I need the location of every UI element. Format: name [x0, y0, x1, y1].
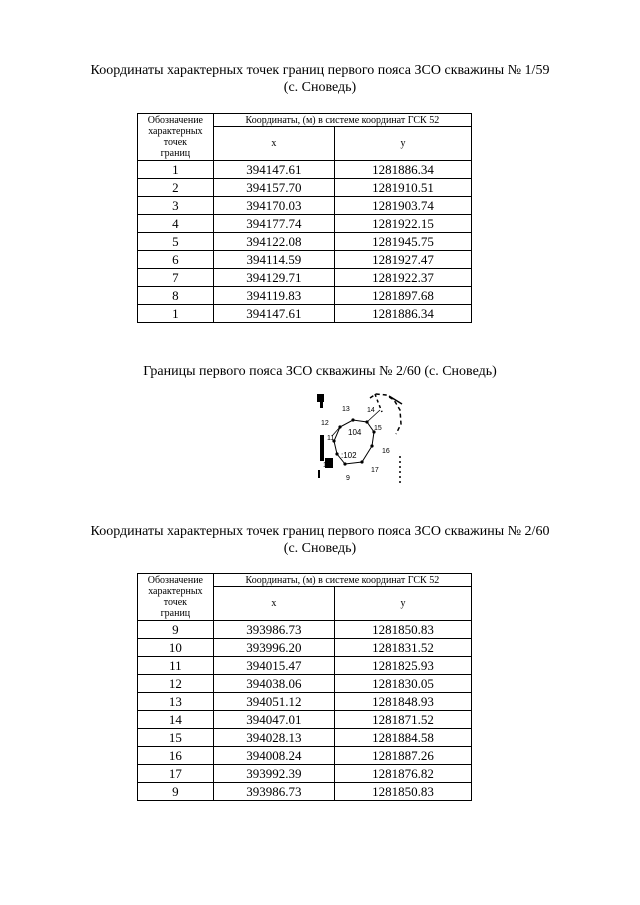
- table-row: [138, 783, 472, 801]
- designation-header-line: Обозначение: [147, 115, 203, 126]
- y-cell: 1281927.47: [334, 251, 471, 269]
- table-row: [138, 215, 472, 233]
- coordinates-table-1: [137, 113, 472, 323]
- point-cell: 9: [138, 783, 214, 801]
- point-cell: 16: [138, 747, 214, 765]
- table-row: [138, 179, 472, 197]
- designation-header: [138, 114, 214, 161]
- table-row: [138, 251, 472, 269]
- designation-header-line: характерных: [148, 126, 203, 137]
- section1-title: [0, 62, 640, 96]
- table-row: [138, 693, 472, 711]
- map-section-title: Границы первого пояса ЗСО скважины № 2/60 (с. Сноведь): [143, 364, 497, 379]
- map-label: 10: [323, 462, 331, 469]
- map-label: 16: [382, 448, 390, 455]
- x-cell: 393992.39: [213, 765, 334, 783]
- table-row: [138, 711, 472, 729]
- y-cell: 1281922.15: [334, 215, 471, 233]
- y-header: y: [334, 127, 471, 161]
- point-cell: 2: [138, 179, 214, 197]
- map-label: 13: [342, 406, 350, 413]
- table-row: [138, 269, 472, 287]
- map-labels: [321, 406, 390, 482]
- point-cell: 12: [138, 675, 214, 693]
- map-label: 12: [321, 420, 329, 427]
- boundary-map: [312, 390, 412, 490]
- designation-header-line: точек: [163, 137, 188, 148]
- map-label: 15: [374, 425, 382, 432]
- x-cell: 394129.71: [213, 269, 334, 287]
- coords-caption-header: Координаты, (м) в системе координат ГСК 52: [213, 114, 471, 127]
- point-cell: 13: [138, 693, 214, 711]
- designation-header-line: границ: [160, 608, 191, 619]
- y-cell: 1281897.68: [334, 287, 471, 305]
- y-cell: 1281871.52: [334, 711, 471, 729]
- table-row: [138, 197, 472, 215]
- x-cell: 393986.73: [213, 621, 334, 639]
- y-cell: 1281886.34: [334, 161, 471, 179]
- x-cell: 394119.83: [213, 287, 334, 305]
- table-row: [138, 657, 472, 675]
- designation-header: [138, 574, 214, 621]
- designation-header-line: Обозначение: [147, 575, 203, 586]
- point-cell: 9: [138, 621, 214, 639]
- y-cell: 1281830.05: [334, 675, 471, 693]
- section2-title-line2: (с. Сноведь): [283, 541, 357, 556]
- point-cell: 6: [138, 251, 214, 269]
- point-cell: 8: [138, 287, 214, 305]
- map-label: 104: [348, 428, 362, 437]
- x-cell: 394147.61: [213, 305, 334, 323]
- section2-title-line1: Координаты характерных точек границ первого пояса ЗСО скважины № 2/60: [90, 524, 550, 539]
- table-row: [138, 305, 472, 323]
- x-cell: 393996.20: [213, 639, 334, 657]
- table-1-body: [138, 161, 472, 323]
- table-row: [138, 729, 472, 747]
- table-row: [138, 287, 472, 305]
- point-cell: 5: [138, 233, 214, 251]
- y-cell: 1281886.34: [334, 305, 471, 323]
- coordinates-table-2: [137, 573, 472, 801]
- table-row: [138, 675, 472, 693]
- point-cell: 15: [138, 729, 214, 747]
- y-cell: 1281848.93: [334, 693, 471, 711]
- section1-title-line1: Координаты характерных точек границ первого пояса ЗСО скважины № 1/59: [90, 63, 550, 78]
- y-cell: 1281922.37: [334, 269, 471, 287]
- designation-header-line: точек: [163, 597, 188, 608]
- point-cell: 7: [138, 269, 214, 287]
- map-label: 17: [371, 467, 379, 474]
- x-cell: 394051.12: [213, 693, 334, 711]
- y-cell: 1281831.52: [334, 639, 471, 657]
- y-cell: 1281903.74: [334, 197, 471, 215]
- designation-header-line: характерных: [148, 586, 203, 597]
- table-row: [138, 747, 472, 765]
- x-cell: 394008.24: [213, 747, 334, 765]
- point-cell: 1: [138, 305, 214, 323]
- map-label: :102: [341, 451, 357, 460]
- table-row: [138, 161, 472, 179]
- y-cell: 1281884.58: [334, 729, 471, 747]
- x-cell: 394177.74: [213, 215, 334, 233]
- y-cell: 1281850.83: [334, 783, 471, 801]
- y-header: y: [334, 587, 471, 621]
- x-cell: 394114.59: [213, 251, 334, 269]
- map-label: 14: [367, 407, 375, 414]
- x-cell: 394015.47: [213, 657, 334, 675]
- point-cell: 11: [138, 657, 214, 675]
- x-cell: 394170.03: [213, 197, 334, 215]
- point-cell: 17: [138, 765, 214, 783]
- section1-title-line2: (с. Сноведь): [283, 80, 357, 95]
- point-cell: 14: [138, 711, 214, 729]
- point-cell: 3: [138, 197, 214, 215]
- x-cell: 394122.08: [213, 233, 334, 251]
- table-row: [138, 621, 472, 639]
- table-2-body: [138, 621, 472, 801]
- x-cell: 394147.61: [213, 161, 334, 179]
- y-cell: 1281887.26: [334, 747, 471, 765]
- y-cell: 1281876.82: [334, 765, 471, 783]
- point-cell: 4: [138, 215, 214, 233]
- designation-header-line: границ: [160, 148, 191, 159]
- y-cell: 1281910.51: [334, 179, 471, 197]
- table-row: [138, 765, 472, 783]
- point-cell: 10: [138, 639, 214, 657]
- table-row: [138, 639, 472, 657]
- x-cell: 394028.13: [213, 729, 334, 747]
- x-header: x: [213, 127, 334, 161]
- x-cell: 394038.06: [213, 675, 334, 693]
- x-cell: 394157.70: [213, 179, 334, 197]
- x-header: x: [213, 587, 334, 621]
- map-label: 11: [327, 435, 335, 442]
- section2-title: [0, 523, 640, 557]
- table-row: [138, 233, 472, 251]
- coords-caption-header: Координаты, (м) в системе координат ГСК 52: [213, 574, 471, 587]
- y-cell: 1281945.75: [334, 233, 471, 251]
- x-cell: 393986.73: [213, 783, 334, 801]
- point-cell: 1: [138, 161, 214, 179]
- y-cell: 1281825.93: [334, 657, 471, 675]
- x-cell: 394047.01: [213, 711, 334, 729]
- map-label: 9: [346, 475, 350, 482]
- y-cell: 1281850.83: [334, 621, 471, 639]
